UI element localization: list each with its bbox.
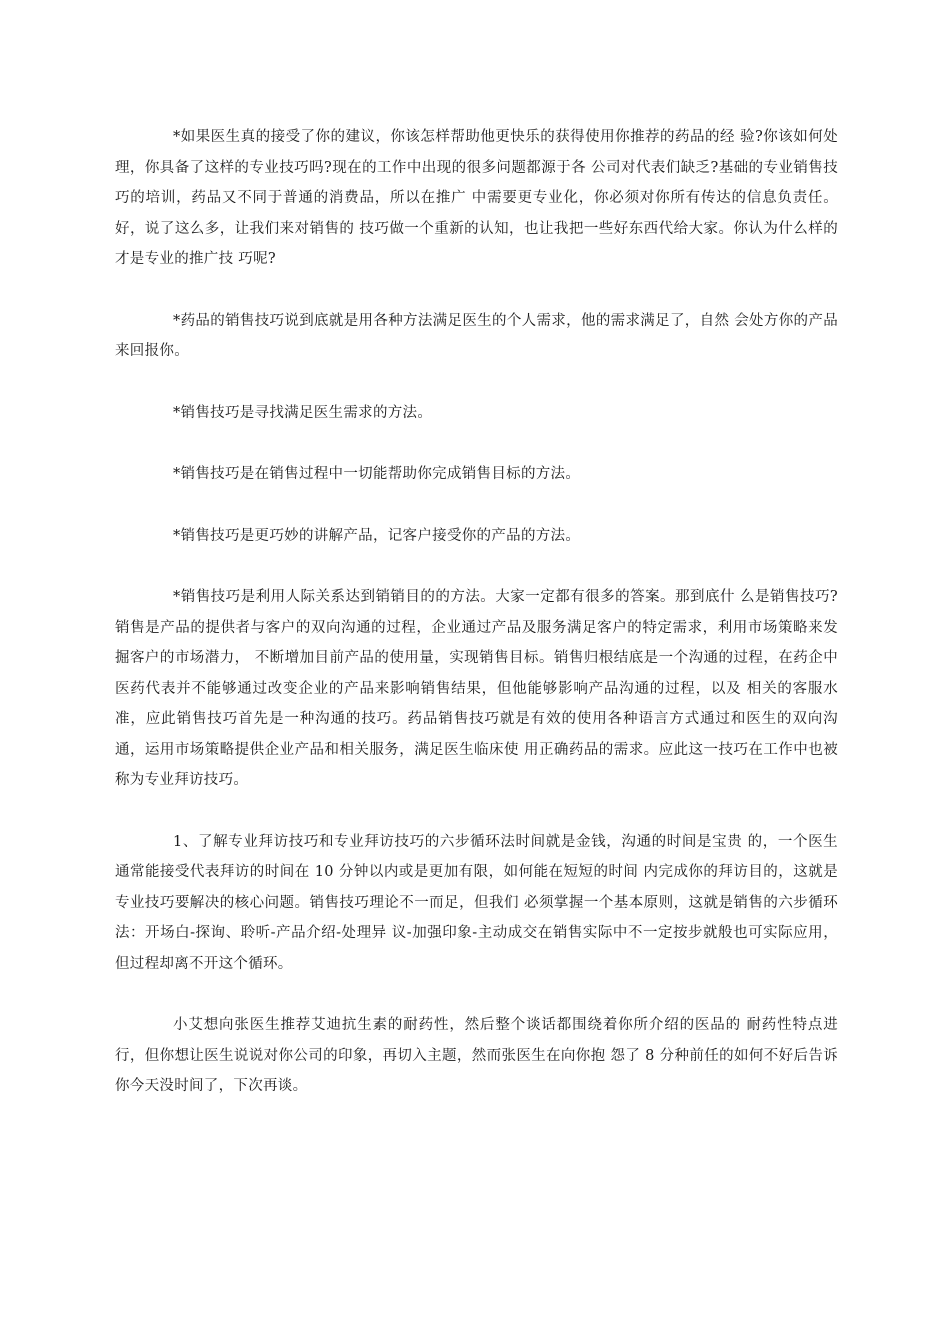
paragraph-gap <box>115 551 838 582</box>
document-body <box>115 122 838 1102</box>
paragraph-8: 小艾想向张医生推荐艾迪抗生素的耐药性，然后整个谈话都围绕着你所介绍的医品的 耐药性特点进行，但你想让医生说说对你公司的印象，再切入主题，然而张医生在向你抱 怨了 8 分种前任的如何不好后告诉你今天没时间了，下次再谈。 <box>115 1017 838 1094</box>
paragraph-gap <box>115 275 838 306</box>
paragraph-1: *如果医生真的接受了你的建议，你该怎样帮助他更快乐的获得使用你推荐的药品的经 验?你该如何处理，你具备了这样的专业技巧吗?现在的工作中出现的很多问题都源于各 公司对代表们缺乏?基础的专业销售技巧的培训，药品又不同于普通的消费品，所以在推广 中需要更专业化，你必须对你所有传达的信息负责任。好，说了这么多，让我们来对销售的 技巧做一个重新的认知，也让我把一些好东西代给大家。你认为什么样的才是专业的推广技 巧呢? <box>115 129 838 267</box>
paragraph-gap <box>115 796 838 827</box>
paragraph-gap <box>115 979 838 1010</box>
paragraph-4: *销售技巧是在销售过程中一切能帮助你完成销售目标的方法。 <box>173 466 581 482</box>
paragraph-5: *销售技巧是更巧妙的讲解产品，记客户接受你的产品的方法。 <box>173 527 581 544</box>
paragraph-2: *药品的销售技巧说到底就是用各种方法满足医生的个人需求，他的需求满足了，自然 会处方你的产品来回报你。 <box>115 312 838 359</box>
paragraph-3: *销售技巧是寻找满足医生需求的方法。 <box>173 404 433 421</box>
paragraph-gap <box>115 490 838 521</box>
paragraph-7: 1、了解专业拜访技巧和专业拜访技巧的六步循环法时间就是金钱，沟通的时间是宝贵 的，一个医生通常能接受代表拜访的时间在 10 分钟以内或是更加有限，如何能在短短的时间 内完成你的拜访目的，这就是专业技巧要解决的核心问题。销售技巧理论不一而足，但我们 必须掌握一个基本原则，这就是销售的六步循环法：开场白-探询、聆听-产品介绍-处理异 议-加强印象-主动成交在销售实际中不一定按步就般也可实际应用，但过程却离不开这个循环。 <box>115 833 838 972</box>
paragraph-gap <box>115 428 838 459</box>
paragraph-6: *销售技巧是利用人际关系达到销销目的的方法。大家一定都有很多的答案。那到底什 么是销售技巧?销售是产品的提供者与客户的双向沟通的过程，企业通过产品及服务满足客户的特定需求，利用市场策略来发掘客户的市场潜力， 不断增加目前产品的使用量，实现销售目标。销售归根结底是一个沟通的过程，在药企中医药代表并不能够通过改变企业的产品来影响销售结果，但他能够影响产品沟通的过程，以及 相关的客服水准，应此销售技巧首先是一种沟通的技巧。药品销售技巧就是有效的使用各种语言方式通过和医生的双向沟通，运用市场策略提供企业产品和相关服务，满足医生临床使 用正确药品的需求。应此这一技巧在工作中也被称为专业拜访技巧。 <box>115 589 838 788</box>
paragraph-gap <box>115 367 838 398</box>
